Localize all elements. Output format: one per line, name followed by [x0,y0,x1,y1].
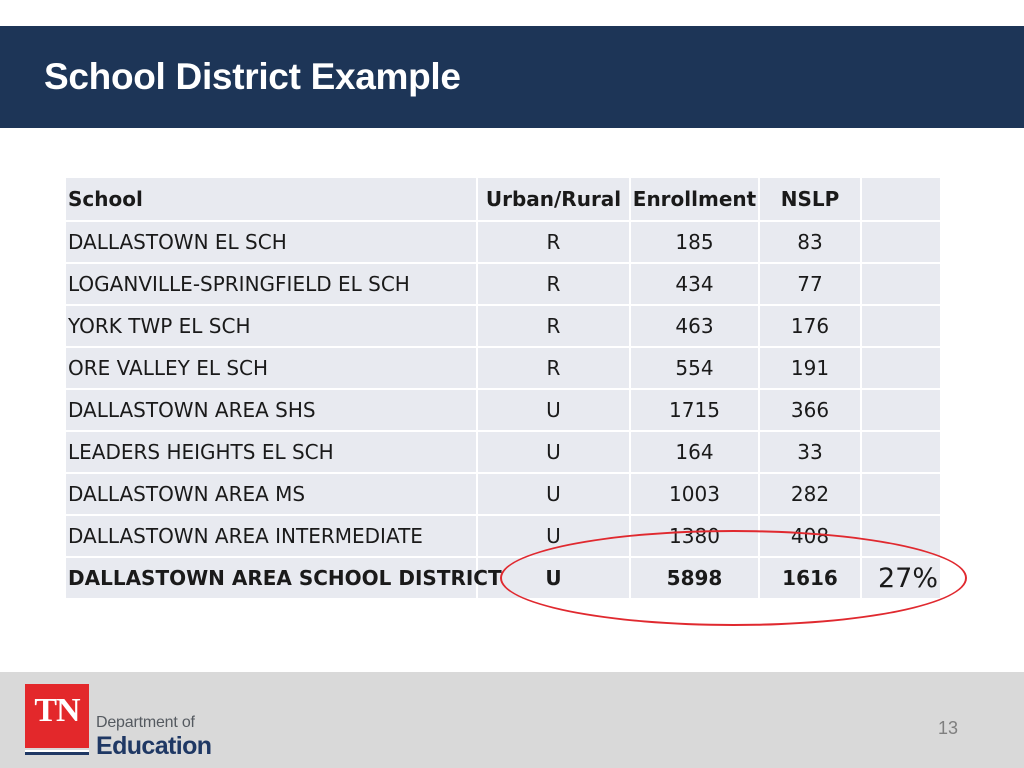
nslp-cell: 33 [759,431,861,473]
school-name-cell: DALLASTOWN AREA INTERMEDIATE [66,515,477,557]
enrollment-cell: 164 [630,431,759,473]
urban-rural-cell: R [477,221,630,263]
percent-cell [861,263,940,305]
percent-cell [861,221,940,263]
department-of-text: Department of [96,714,195,731]
total-urban-rural-cell: U [477,557,630,599]
nslp-cell: 282 [759,473,861,515]
urban-rural-cell: U [477,431,630,473]
nslp-cell: 366 [759,389,861,431]
percent-cell [861,473,940,515]
percent-cell [861,347,940,389]
column-header-percent [861,178,940,221]
table-row [66,515,940,557]
urban-rural-cell: U [477,473,630,515]
total-enrollment-cell: 5898 [630,557,759,599]
school-name-cell: DALLASTOWN AREA MS [66,473,477,515]
table-body [66,221,940,599]
total-row [66,557,940,599]
column-header-urban-rural: Urban/Rural [477,178,630,221]
logo-stripe-blue [25,752,89,755]
urban-rural-cell: R [477,263,630,305]
enrollment-cell: 1003 [630,473,759,515]
percent-cell [861,515,940,557]
table-row [66,473,940,515]
tn-department-of-education-logo [25,684,215,758]
column-header-nslp: NSLP [759,178,861,221]
enrollment-cell: 554 [630,347,759,389]
slide-header [0,26,1024,128]
school-table-container [66,178,940,599]
urban-rural-cell: U [477,515,630,557]
enrollment-cell: 463 [630,305,759,347]
table-row [66,389,940,431]
school-name-cell: DALLASTOWN AREA SHS [66,389,477,431]
nslp-cell: 408 [759,515,861,557]
school-name-cell: LOGANVILLE-SPRINGFIELD EL SCH [66,263,477,305]
table-row [66,347,940,389]
enrollment-cell: 1380 [630,515,759,557]
nslp-cell: 191 [759,347,861,389]
table-row [66,431,940,473]
percent-cell [861,389,940,431]
education-text: Education [96,732,212,760]
percent-cell [861,305,940,347]
tn-logo-text: TN [34,692,80,729]
enrollment-cell: 1715 [630,389,759,431]
table-row [66,263,940,305]
school-name-cell: LEADERS HEIGHTS EL SCH [66,431,477,473]
percent-cell [861,431,940,473]
table-header-row [66,178,940,221]
column-header-enrollment: Enrollment [630,178,759,221]
school-table [66,178,940,600]
table-row [66,305,940,347]
enrollment-cell: 185 [630,221,759,263]
nslp-cell: 176 [759,305,861,347]
urban-rural-cell: R [477,347,630,389]
urban-rural-cell: U [477,389,630,431]
nslp-cell: 77 [759,263,861,305]
table-row [66,221,940,263]
total-percent-cell: 27% [861,557,940,599]
total-school-name-cell: DALLASTOWN AREA SCHOOL DISTRICT [66,557,477,599]
enrollment-cell: 434 [630,263,759,305]
nslp-cell: 83 [759,221,861,263]
total-nslp-cell: 1616 [759,557,861,599]
school-name-cell: DALLASTOWN EL SCH [66,221,477,263]
column-header-school: School [66,178,477,221]
tn-logo-box [25,684,89,748]
slide-title: School District Example [44,56,461,97]
urban-rural-cell: R [477,305,630,347]
page-number: 13 [938,718,959,738]
school-name-cell: ORE VALLEY EL SCH [66,347,477,389]
school-name-cell: YORK TWP EL SCH [66,305,477,347]
